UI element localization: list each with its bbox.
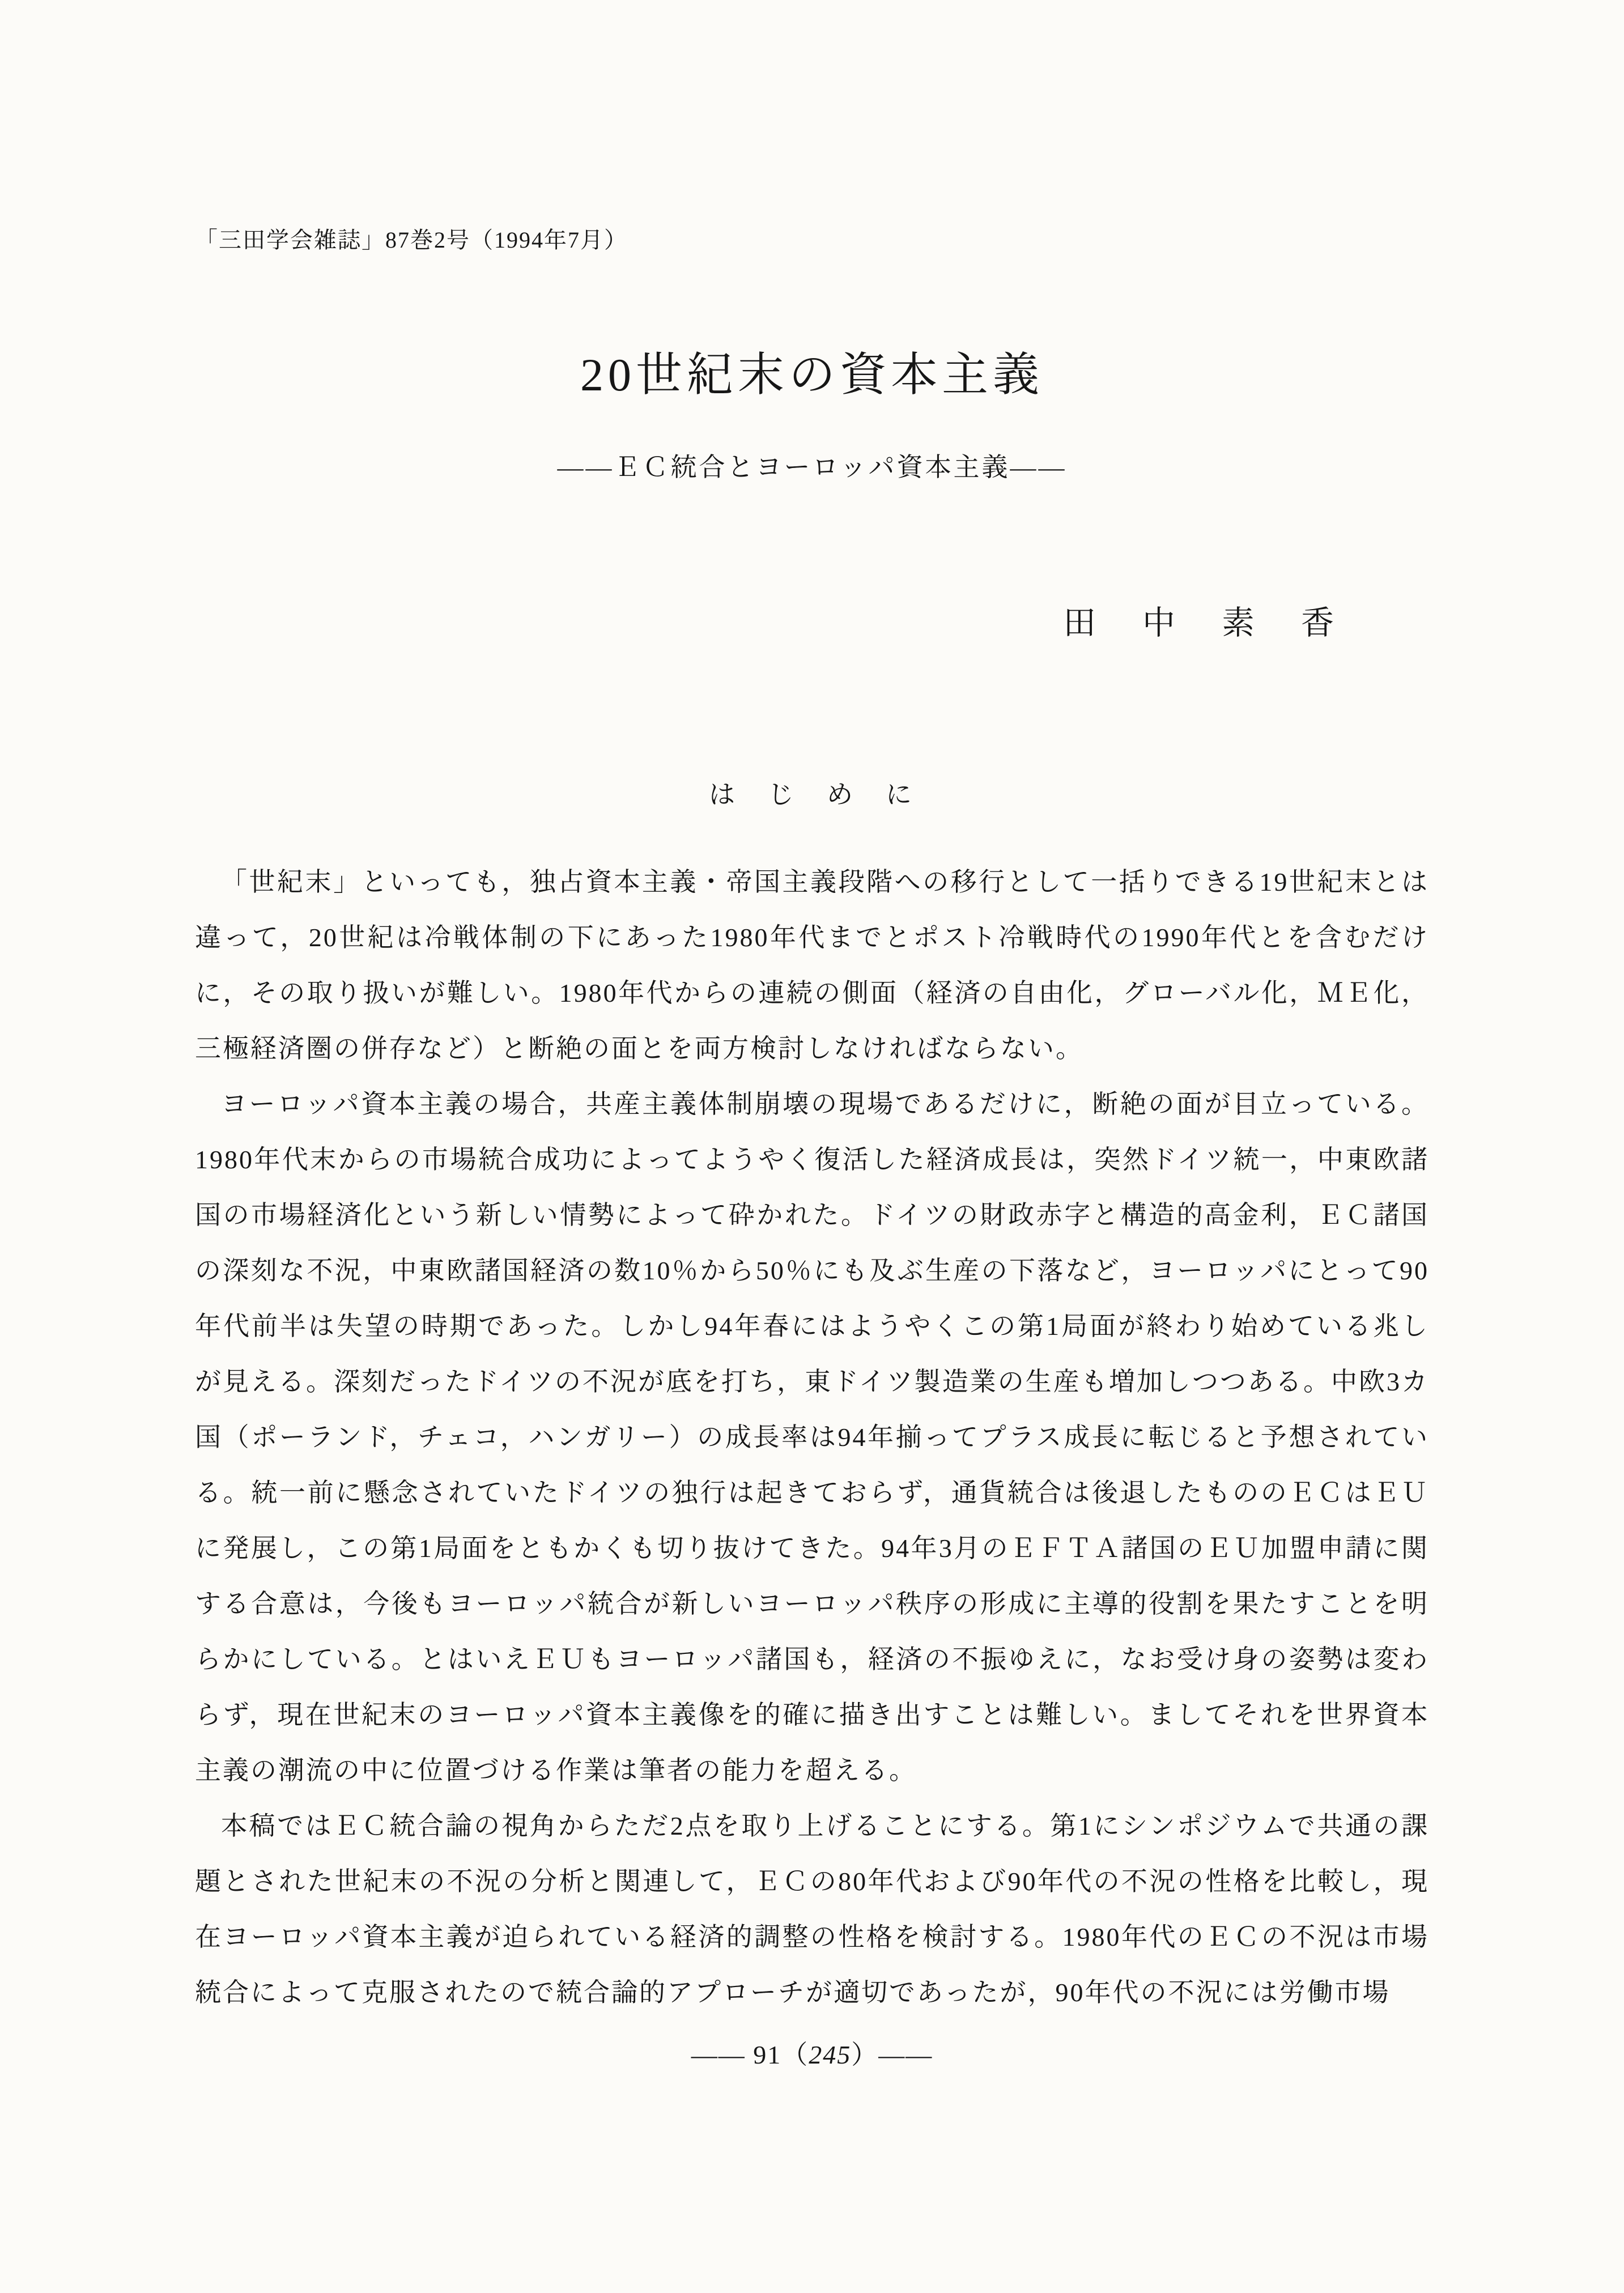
page-number-alternate: 245 <box>809 2040 852 2069</box>
paper-subtitle: ――ＥＣ統合とヨーロッパ資本主義―― <box>557 453 1067 482</box>
section-heading-introduction: は じ め に <box>709 780 915 809</box>
paragraph-3: 本稿ではＥＣ統合論の視角からただ2点を取り上げることにする。第1にシンポジウムで共通の課題とされた世紀末の不況の分析と関連して，ＥＣの80年代および90年代の不況の性格を比較し，現在ヨーロッパ資本主義が迫られている経済的調整の性格を検討する。1980年代のＥＣの不況は市場統合によって克服されたので統合論的アプローチが適切であったが，90年代の不況には労働市場 <box>195 1811 1429 2007</box>
page-number-footer <box>0 2034 1624 2071</box>
paper-title: 20世紀末の資本主義 <box>580 349 1044 401</box>
paragraph-1: 「世紀末」といっても，独占資本主義・帝国主義段階への移行として一括りできる19世紀末とは違って，20世紀は冷戦体制の下にあった1980年代までとポスト冷戦時代の1990年代とを含むだけに，その取り扱いが難しい。1980年代からの連続の側面（経済の自由化，グローバル化，ＭＥ化，三極経済圏の併存など）と断絶の面とを両方検討しなければならない。 <box>195 867 1429 1063</box>
body-text <box>195 854 1429 2020</box>
journal-citation: 「三田学会雑誌」87巻2号（1994年7月） <box>195 227 628 253</box>
author-name: 田 中 素 香 <box>1062 605 1341 641</box>
page-number-suffix: ）―― <box>851 2040 933 2069</box>
page-number-prefix: ―― 91（ <box>691 2040 809 2069</box>
paragraph-2: ヨーロッパ資本主義の場合，共産主義体制崩壊の現場であるだけに，断絶の面が目立っている。1980年代末からの市場統合成功によってようやく復活した経済成長は，突然ドイツ統一，中東欧諸国の市場経済化という新しい情勢によって砕かれた。ドイツの財政赤字と構造的高金利，ＥＣ諸国の深刻な不況，中東欧諸国経済の数10％から50％にも及ぶ生産の下落など，ヨーロッパにとって90年代前半は失望の時期であった。しかし94年春にはようやくこの第1局面が終わり始めている兆しが見える。深刻だったドイツの不況が底を打ち，東ドイツ製造業の生産も増加しつつある。中欧3カ国（ポーランド，チェコ，ハンガリー）の成長率は94年揃ってプラス成長に転じると予想されている。統一前に懸念されていたドイツの独行は起きておらず，通貨統合は後退したもののＥＣはＥＵに発展し，この第1局面をともかくも切り抜けてきた。94年3月のＥＦＴＡ諸国のＥＵ加盟申請に関する合意は，今後もヨーロッパ統合が新しいヨーロッパ秩序の形成に主導的役割を果たすことを明らかにしている。とはいえＥＵもヨーロッパ諸国も，経済の不振ゆえに，なお受け身の姿勢は変わらず，現在世紀末のヨーロッパ資本主義像を的確に描き出すことは難しい。ましてそれを世界資本主義の潮流の中に位置づける作業は筆者の能力を超える。 <box>195 1090 1429 1785</box>
